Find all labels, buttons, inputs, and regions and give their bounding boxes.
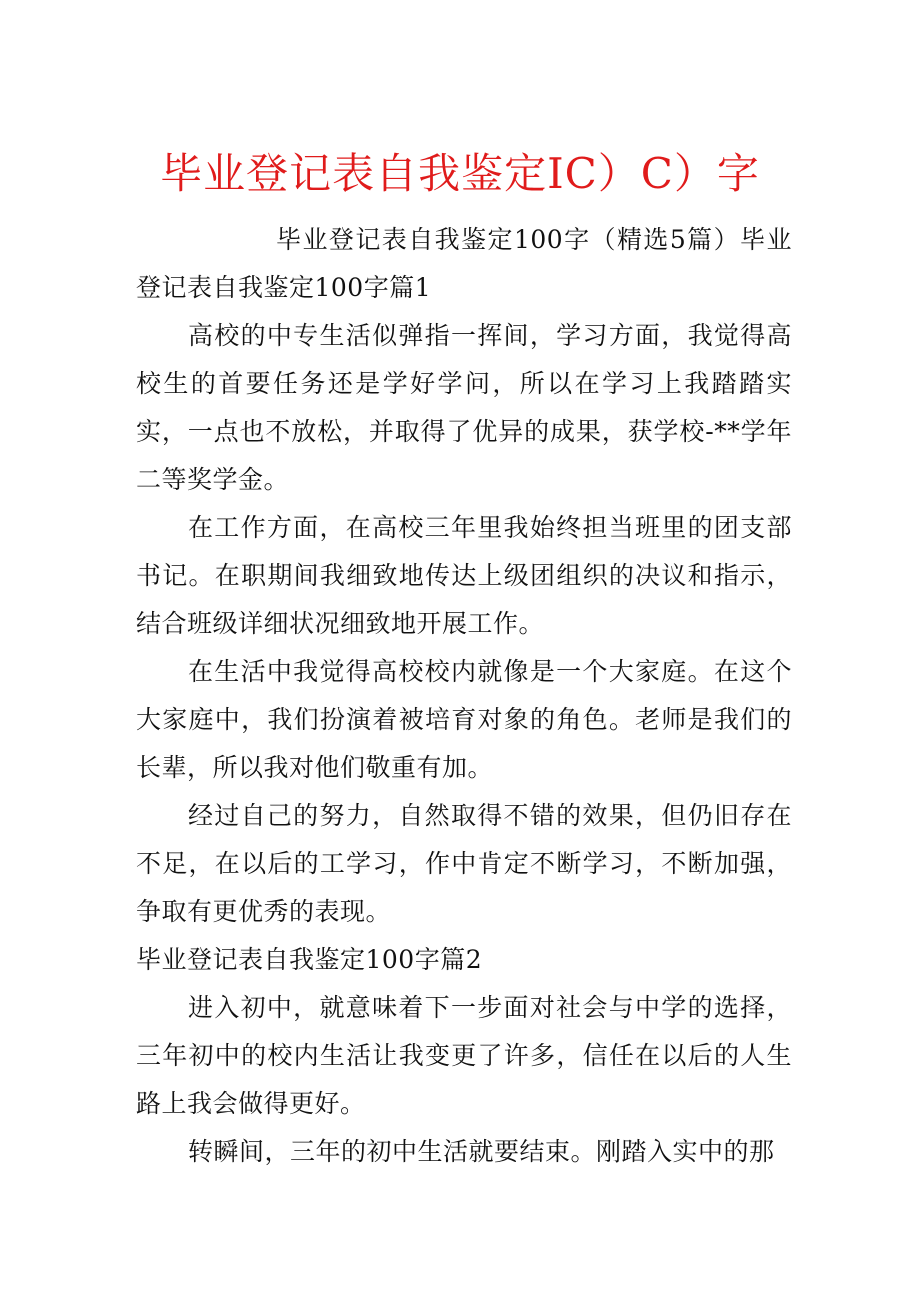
paragraph: 转瞬间，三年的初中生活就要结束。刚踏入实中的那 xyxy=(188,1137,775,1166)
document-title: 毕业登记表自我鉴定IC）C）字 xyxy=(160,149,760,198)
document-body xyxy=(136,216,792,1176)
section-heading: 毕业登记表自我鉴定100字篇2 xyxy=(136,945,483,974)
paragraph: 在生活中我觉得高校校内就像是一个大家庭。在这个大家庭中，我们扮演着被培育对象的角色。老师是我们的长辈，所以我对他们敬重有加。 xyxy=(136,657,792,782)
paragraph: 高校的中专生活似弹指一挥间，学习方面，我觉得高校生的首要任务还是学好学问，所以在学习上我踏踏实实，一点也不放松，并取得了优异的成果，获学校-**学年二等奖学金。 xyxy=(136,321,792,494)
intro-paragraph: 毕业登记表自我鉴定100字（精选5篇）毕业登记表自我鉴定100字篇1 xyxy=(136,225,792,302)
paragraph: 进入初中，就意味着下一步面对社会与中学的选择，三年初中的校内生活让我变更了许多，信任在以后的人生路上我会做得更好。 xyxy=(136,993,792,1118)
paragraph: 经过自己的努力，自然取得不错的效果，但仍旧存在不足，在以后的工学习，作中肯定不断学习，不断加强，争取有更优秀的表现。 xyxy=(136,801,792,926)
paragraph: 在工作方面，在高校三年里我始终担当班里的团支部书记。在职期间我细致地传达上级团组织的决议和指示，结合班级详细状况细致地开展工作。 xyxy=(136,513,792,638)
